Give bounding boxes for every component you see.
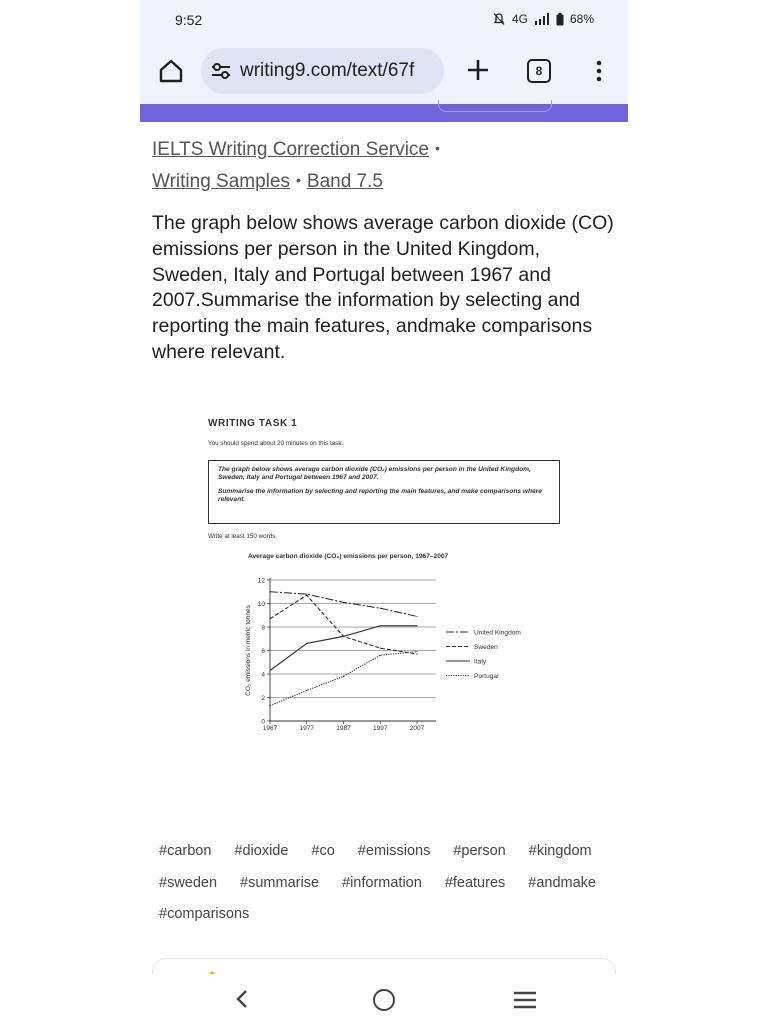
task-image <box>194 410 574 740</box>
battery-percent: 68% <box>569 12 594 26</box>
browser-toolbar <box>140 40 628 104</box>
series-line <box>270 595 417 654</box>
chart-axes <box>245 577 436 732</box>
hashtag-link[interactable]: #emissions <box>357 843 431 859</box>
task-box-line: The graph below shows average carbon dioxide (CO₂) emissions per person in the United Kingdom, Sweden, Italy and Portugal between 1967 and 2007. <box>218 466 531 481</box>
data-point <box>380 655 381 656</box>
battery-icon <box>556 13 564 26</box>
legend-label: Portugal <box>474 672 499 680</box>
data-point <box>416 616 417 617</box>
y-tick-label: 10 <box>257 600 265 608</box>
hashtag-link[interactable]: #co <box>311 843 335 859</box>
hashtag-link[interactable]: #information <box>342 874 422 891</box>
system-nav-bar <box>140 974 628 1024</box>
phone-screen <box>140 0 628 1024</box>
x-tick-label: 1977 <box>299 725 314 732</box>
data-point <box>416 653 417 654</box>
hashtag-link[interactable]: #comparisons <box>159 906 250 922</box>
task-box-line: Summarise the information by selecting and reporting the main features, and make comparisons where relevant. <box>218 488 542 503</box>
mute-icon <box>492 12 506 26</box>
breadcrumb <box>152 133 612 197</box>
data-point <box>380 648 381 649</box>
data-point <box>416 625 417 626</box>
task-time-note: You should spend about 20 minutes on this task. <box>208 440 344 447</box>
signal-icon <box>534 13 550 25</box>
y-tick-label: 4 <box>261 671 265 679</box>
hashtag-link[interactable]: #dioxide <box>234 843 289 859</box>
hashtag-link[interactable]: #features <box>444 874 506 891</box>
status-bar <box>140 0 628 40</box>
chart-series <box>269 591 417 706</box>
data-point <box>343 636 344 637</box>
hashtag-link[interactable]: #sweden <box>159 874 218 891</box>
x-tick-label: 2007 <box>409 725 425 732</box>
data-point <box>343 602 344 603</box>
breadcrumb-separator: • <box>435 140 440 156</box>
home-icon <box>157 57 185 85</box>
hashtag-list <box>152 836 622 931</box>
legend-label: Sweden <box>474 643 498 651</box>
legend-label: United Kingdom <box>474 629 521 637</box>
x-tick-label: 1997 <box>373 725 388 732</box>
network-type: 4G <box>511 12 528 26</box>
site-header-strip <box>140 104 628 122</box>
site-settings-icon[interactable] <box>210 60 232 82</box>
data-point <box>269 618 270 619</box>
plus-icon <box>465 57 491 83</box>
y-tick-label: 6 <box>261 647 265 655</box>
breadcrumb-samples-link[interactable]: Writing Samples <box>152 171 290 192</box>
hashtag-link[interactable]: #andmake <box>528 874 596 891</box>
x-tick-label: 1967 <box>262 725 278 732</box>
x-tick-label: 1987 <box>336 725 351 732</box>
breadcrumb-band-link[interactable]: Band 7.5 <box>306 171 383 192</box>
data-point <box>380 625 381 626</box>
task-instruction-box <box>208 460 560 524</box>
data-point <box>416 651 417 652</box>
hashtag-link[interactable]: #person <box>453 843 506 859</box>
y-tick-label: 12 <box>257 577 265 585</box>
breadcrumb-separator: • <box>295 172 301 188</box>
line-chart <box>194 560 574 740</box>
data-point <box>306 690 307 691</box>
chart-legend <box>446 629 521 680</box>
hashtag-link[interactable]: #carbon <box>159 843 212 859</box>
home-button[interactable] <box>157 57 185 85</box>
new-tab-button[interactable] <box>465 57 491 83</box>
chart-title: Average carbon dioxide (CO₂) emissions per person, 1967–2007 <box>248 553 449 560</box>
status-time: 9:52 <box>175 12 203 28</box>
data-point <box>306 643 307 644</box>
back-icon[interactable] <box>232 988 254 1010</box>
kebab-menu-icon <box>589 59 609 83</box>
series-line <box>270 626 417 671</box>
y-tick-label: 8 <box>261 624 265 632</box>
status-icons <box>492 12 594 26</box>
home-circle-icon[interactable] <box>373 989 395 1011</box>
recent-apps-icon[interactable] <box>513 991 537 1009</box>
chart-grid <box>270 580 436 698</box>
y-axis-label: CO₂ emissions in metric tonnes <box>245 605 252 696</box>
data-point <box>380 608 381 609</box>
task-word-note: Write at least 150 words. <box>208 533 278 540</box>
tab-switcher-button[interactable]: 8 <box>527 59 551 83</box>
data-point <box>269 591 270 592</box>
data-point <box>269 670 270 671</box>
data-point <box>269 705 270 706</box>
task-prompt: The graph below shows average carbon dioxide (CO) emissions per person in the United Kingdom, Sweden, Italy and Portugal between 1967 and 2007.Summarise the information by selecting and reporting the main features, andmake comparisons where relevant. <box>152 212 614 363</box>
y-tick-label: 0 <box>261 718 265 726</box>
url-text: writing9.com/text/67f <box>240 60 415 81</box>
breadcrumb-service-link[interactable]: IELTS Writing Correction Service <box>152 139 429 160</box>
data-point <box>306 595 307 596</box>
data-point <box>343 676 344 677</box>
header-button-edge <box>438 100 552 112</box>
hashtag-link[interactable]: #kingdom <box>528 843 592 859</box>
data-point <box>306 594 307 595</box>
legend-label: Italy <box>474 658 487 666</box>
more-menu-button[interactable] <box>589 59 609 83</box>
hashtag-link[interactable]: #summarise <box>240 874 320 891</box>
task-heading: WRITING TASK 1 <box>208 418 298 429</box>
address-bar[interactable] <box>201 48 444 94</box>
y-tick-label: 2 <box>261 694 265 702</box>
